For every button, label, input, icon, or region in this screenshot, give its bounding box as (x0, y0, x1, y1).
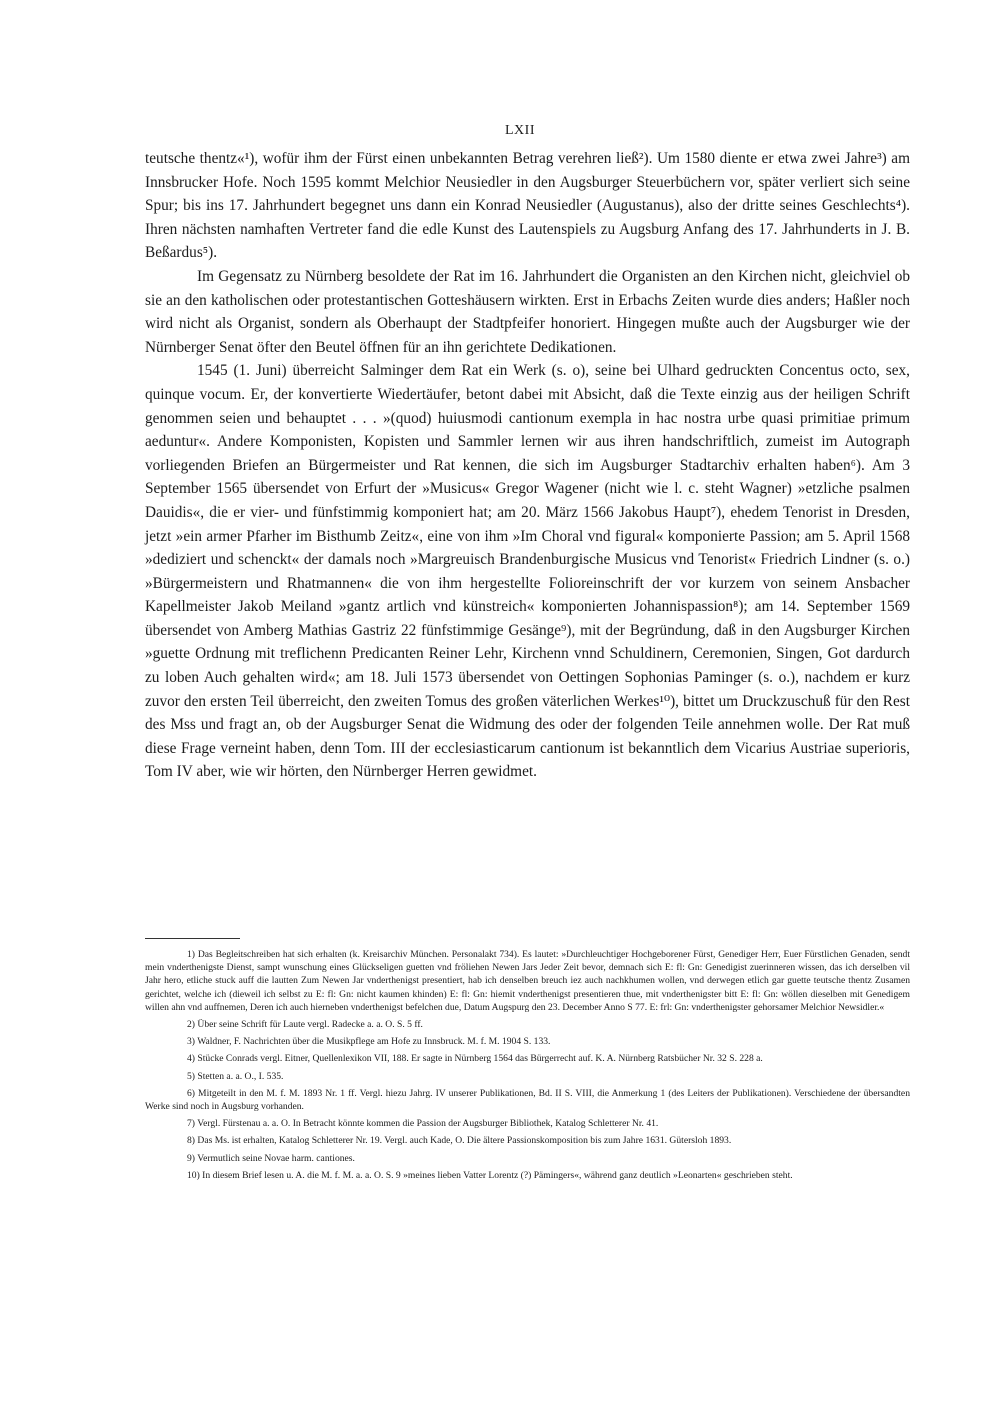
footnote-2: 2) Über seine Schrift für Laute vergl. Radecke a. a. O. S. 5 ff. (187, 1019, 423, 1031)
page-number: LXII (505, 123, 535, 138)
footnote-1: 1) Das Begleitschreiben hat sich erhalten (k. Kreisarchiv München. Personalakt 734). Es lautet: »Durchleuchtiger Hochgeborener Fürst, Genediger Herr, Euer Fürstlichen Genaden, sendt mein vnderthenigste Dienst, sampt wunschung eines Glückseligen guetten vnd fröliehen Newen Jars Jeder Zeit bevor, demnach sich E: fl: Gn: Genedigist zuerinneren wissen, das ich derselben vil Jahr hero, etliche stuck auff die lautten Zum Newen Jar vnderthenigst presentiert, hab ich denselben breuch iez auch nachkhumen wollen, vnd derwegen etlich gar guette teutsche thentz Zusamen gerichtet, welche ich (dieweil ich selbst zu E: fl: Gn: nicht kaumen khinden) E: fl: Gn: hiemit vnderthenigst presentieren thue, mit vnderthenigster bitt E: fl: Gn: wöllen dieselben mit Genedigem willen ahn vnd auffnemen, Deren ich auch hierneben vnderthenigst befelchen due, Datum Augspurg den 23. December Anno S 77. E: frl: Gn: vnderthenigster gehorsamer Melchior Newsidler.« (145, 949, 910, 1013)
footnote-8: 8) Das Ms. ist erhalten, Katalog Schletterer Nr. 19. Vergl. auch Kade, O. Die ältere Passionskomposition bis zum Jahre 1631. Gütersloh 1893. (187, 1135, 732, 1147)
footnote-6: 6) Mitgeteilt in den M. f. M. 1893 Nr. 1 ff. Vergl. hiezu Jahrg. IV unserer Publikationen, Bd. II S. VIII, die Anmerkung 1 (des Leiters der Publikationen). Verschiedene der übersandten Werke sind noch in Augsburg vorhanden. (145, 1087, 910, 1113)
footnote-5: 5) Stetten a. a. O., I. 535. (187, 1070, 284, 1082)
footnotes (145, 948, 910, 1186)
footnote-divider (145, 938, 240, 939)
paragraph-continuation: teutsche thentz«¹), wofür ihm der Fürst einen unbekannten Betrag verehren ließ²). Um 1580 diente er etwa zwei Jahre³) am Innsbrucker Hofe. Noch 1595 kommt Melchior Neusiedler in den Augsburger Steuerbüchern vor, später verliert sich seine Spur; bis ins 17. Jahrhundert begegnet uns dann ein Konrad Neusiedler (Augustanus), also der dritte seines Geschlechts⁴). Ihren nächsten namhaften Vertreter fand die edle Kunst des Lautenspiels zu Augsburg Anfang des 17. Jahrhunderts in J. B. Beßardus⁵). (145, 150, 910, 262)
paragraph-organists: Im Gegensatz zu Nürnberg besoldete der Rat im 16. Jahrhundert die Organisten an den Kirchen nicht, gleichviel ob sie an den katholischen oder protestantischen Gotteshäusern wirkten. Erst in Erbachs Zeiten wurde dies anders; Haßler noch wird nicht als Organist, sondern als Oberhaupt der Stadtpfeifer honoriert. Hingegen mußte auch der Augsburger wie der Nürnberger Senat öfter den Beutel öffnen für an ihn gerichtete Dedikationen. (145, 267, 910, 356)
footnote-7: 7) Vergl. Fürstenau a. a. O. In Betracht könnte kommen die Passion der Augsburger Bibliothek, Katalog Schletterer Nr. 41. (187, 1118, 659, 1130)
footnote-4: 4) Stücke Conrads vergl. Eitner, Quellenlexikon VII, 188. Er sagte in Nürnberg 1564 das Bürgerrecht auf. K. A. Nürnberg Ratsbücher Nr. 32 S. 228 a. (187, 1053, 763, 1065)
footnote-10: 10) In diesem Brief lesen u. A. die M. f. M. a. a. O. S. 9 »meines lieben Vatter Lorentz (?) Pämingers«, während ganz deutlich »Leonarten« geschrieben steht. (187, 1169, 793, 1181)
body-text (145, 147, 910, 784)
footnote-3: 3) Waldner, F. Nachrichten über die Musikpflege am Hofe zu Innsbruck. M. f. M. 1904 S. 133. (187, 1036, 551, 1048)
paragraph-dedications: 1545 (1. Juni) überreicht Salminger dem Rat ein Werk (s. o), seine bei Ulhard gedruckten Concentus octo, sex, quinque vocum. Er, der konvertierte Wiedertäufer, betont dabei mit Absicht, daß die Texte einzig aus der heiligen Schrift genommen seien und behauptet . . . »(quod) huiusmodi cantionum exempla in hac nostra urbe quasi primitiae primum aeduntur«. Andere Komponisten, Kopisten und Sammler lernen wir aus ihren handschriftlich, zumeist im Autograph vorliegenden Briefen an Bürgermeister und Rat kennen, die sich im Augsburger Stadtarchiv erhalten haben⁶). Am 3 September 1565 übersendet von Erfurt der »Musicus« Gregor Wagener (nicht wie l. c. steht Wagner) »etzliche psalmen Dauidis«, die er vier- und fünfstimmig komponiert hat; am 20. März 1566 Jakobus Haupt⁷), ehedem Tenorist in Dresden, jetzt »ein armer Pfarher im Bisthumb Zeitz«, eine von ihm »Im Choral vnd figural« komponierte Passion; am 5. April 1568 »dediziert und schenckt« der damals noch »Margreuisch Brandenburgische Musicus vnd Tenorist« Friedrich Lindner (s. o.) »Bürgermeistern und Rhatmannen« die von ihm hergestellte Folioreinschrift der vor kurzem von seinem Ansbacher Kapellmeister Jakob Meiland »gantz artlich vnd künstreich« komponierten Johannispassion⁸); am 14. September 1569 übersendet von Amberg Mathias Gastriz 22 fünfstimmige Gesänge⁹), mit der Begründung, daß in den Augsburger Kirchen »guette Ordnung mit treflichenn Predicanten Reiner Lehr, Kirchenn vnnd Schuldinern, Ceremonien, Singen, Got dardurch zu loben Auch gehalten wird«; am 18. Juli 1573 übersendet von Oettingen Sophonias Paminger (s. o.), nachdem er kurz zuvor den ersten Teil überreicht, den zweiten Tomus des großen väterlichen Werkes¹⁰), bittet um Druckzuschuß für den Rest des Mss und fragt an, ob der Augsburger Senat die Widmung des oder der folgenden Teile annehmen wolle. Der Rat muß diese Frage verneint haben, denn Tom. III der ecclesiasticarum cantionum ist bekanntlich dem Vicarius Austriae superioris, Tom IV aber, wie wir hörten, den Nürnberger Herren gewidmet. (145, 362, 910, 781)
footnote-9: 9) Vermutlich seine Novae harm. cantiones. (187, 1152, 355, 1164)
